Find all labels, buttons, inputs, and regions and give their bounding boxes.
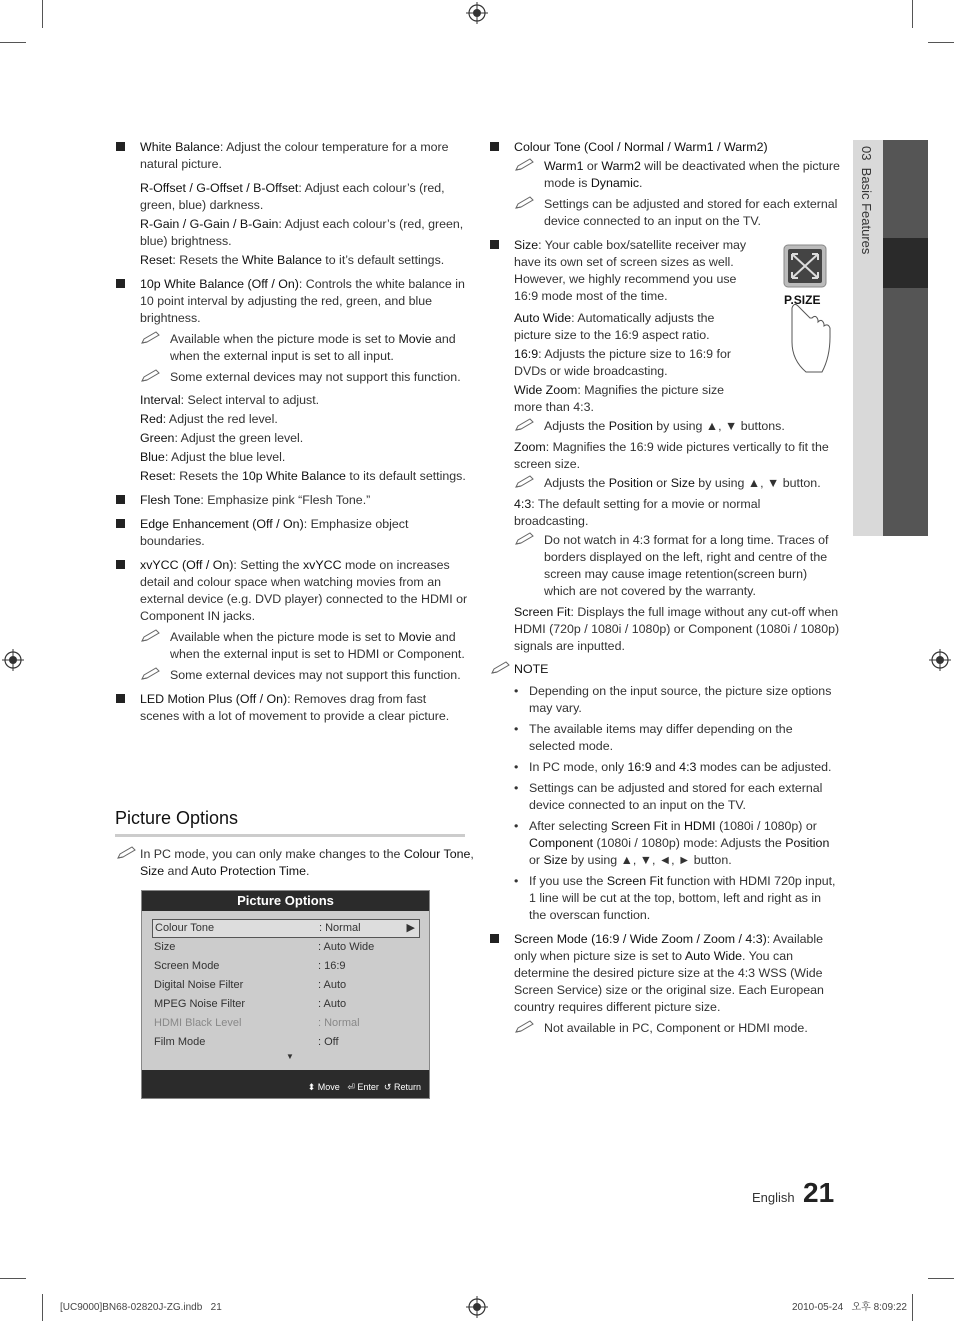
- sub-item: Green: Adjust the green level.: [140, 431, 304, 445]
- print-date: 2010-05-24 오후 8:09:22: [792, 1302, 907, 1313]
- sub-item: Zoom: Magnifies the 16:9 wide pictures vertically to fit the screen size.: [514, 440, 829, 471]
- list-item: LED Motion Plus (Off / On): Removes drag from fast scenes with a lot of movement to provide a clear picture.: [116, 691, 468, 725]
- section-title: Picture Options: [115, 808, 239, 828]
- menu-footer: ⬍ Move ⏎ Enter ↺ Return: [142, 1070, 429, 1098]
- sub-item: Auto Wide: Automatically adjusts the picture size to the 16:9 aspect ratio.: [514, 311, 715, 342]
- bullet-item: • The available items may differ depending on the selected mode.: [514, 722, 793, 753]
- psize-label: P.SIZE: [784, 293, 821, 307]
- list-item: Flesh Tone: Emphasize pink “Flesh Tone.”: [116, 492, 468, 509]
- note: Warm1 or Warm2 will be deactivated when the picture mode is Dynamic.: [490, 158, 840, 192]
- sub-item: Interval: Select interval to adjust.: [140, 393, 320, 407]
- menu-title: Picture Options: [142, 891, 429, 911]
- pencil-note-icon: [514, 475, 536, 489]
- pencil-note-icon: [514, 196, 536, 210]
- registration-mark-icon: [2, 649, 24, 671]
- pencil-note-icon: [140, 331, 162, 345]
- section-note: In PC mode, you can only make changes to the Colour Tone, Size and Auto Protection Time.: [116, 846, 490, 880]
- list-item: Edge Enhancement (Off / On): Emphasize object boundaries.: [116, 516, 468, 550]
- file-info: [UC9000]BN68-02820J-ZG.indb 21: [60, 1302, 222, 1313]
- list-item: Size: Your cable box/satellite receiver may have its own set of screen sizes as well. However, we highly recommend you use 16:9 mode most of the time.: [490, 237, 754, 305]
- arrow-right-icon: ▶: [406, 922, 415, 934]
- note: Available when the picture mode is set to Movie and when the external input is set to all input.: [116, 331, 468, 365]
- sub-item: 16:9: Adjusts the picture size to 16:9 for DVDs or wide broadcasting.: [514, 347, 731, 378]
- sub-item: Wide Zoom: Magnifies the picture size more than 4:3.: [514, 383, 725, 414]
- pencil-note-icon: [140, 369, 162, 383]
- pencil-note-icon: [514, 158, 536, 172]
- bullet-item: • After selecting Screen Fit in HDMI (1080i / 1080p) or Component (1080i / 1080p) mode: Adjusts the Position or Size by using ▲, ▼, ◄, ► button.: [514, 819, 830, 867]
- list-item: xvYCC (Off / On): Setting the xvYCC mode on increases detail and colour space when watching movies from an external device (e.g. DVD player) connected to the HDMI or Component IN jacks.: [116, 557, 468, 625]
- sub-item: 4:3: The default setting for a movie or normal broadcasting.: [514, 497, 761, 528]
- note: Available when the picture mode is set to Movie and when the external input is set to HDMI or Component.: [116, 629, 468, 663]
- sub-item: Blue: Adjust the blue level.: [140, 450, 286, 464]
- pencil-note-icon: [116, 846, 138, 865]
- bullet-item: • Settings can be adjusted and stored for each external device connected to an input on the TV.: [514, 781, 823, 812]
- sub-item: Reset: Resets the 10p White Balance to its default settings.: [140, 469, 466, 483]
- section-heading: [115, 810, 465, 837]
- remote-hand-icon: [778, 242, 838, 377]
- note: Settings can be adjusted and stored for each external device connected to an input on the TV.: [490, 196, 840, 230]
- sub-item: Reset: Resets the White Balance to it’s default settings.: [140, 253, 445, 267]
- bullet-item: • Depending on the input source, the picture size options may vary.: [514, 684, 832, 715]
- sub-item: R-Offset / G-Offset / B-Offset: Adjust each colour’s (red, green, blue) darkness.: [140, 181, 445, 212]
- list-item: 10p White Balance (Off / On): Controls the white balance in 10 point interval by adjusting the red, green, and blue brightness.: [116, 276, 468, 327]
- pencil-note-icon: [490, 661, 512, 680]
- menu-row-mpeg-noise-filter[interactable]: MPEG Noise Filter : Auto: [154, 998, 347, 1010]
- left-column: [116, 139, 468, 732]
- pencil-note-icon: [514, 418, 536, 432]
- crop-mark: [912, 1294, 913, 1321]
- menu-row-hdmi-black-level: HDMI Black Level : Normal: [154, 1017, 360, 1029]
- list-item: White Balance: Adjust the colour temperature for a more natural picture.: [116, 139, 468, 173]
- note-heading: NOTE: [490, 661, 840, 678]
- note: Adjusts the Position or Size by using ▲, ▼ button.: [490, 475, 840, 492]
- chapter-label: 03 Basic Features: [859, 146, 874, 255]
- note: Some external devices may not support this function.: [116, 369, 468, 386]
- crop-mark: [0, 1278, 26, 1279]
- psize-button-illustration: [778, 242, 838, 377]
- list-item: Colour Tone (Cool / Normal / Warm1 / Warm2): [490, 139, 840, 156]
- menu-row-screen-mode[interactable]: Screen Mode : 16:9: [154, 960, 346, 972]
- enter-icon: ⏎: [347, 1082, 355, 1092]
- crop-mark: [912, 0, 913, 28]
- move-icon: ⬍: [307, 1082, 316, 1092]
- chapter-side-tab: [853, 140, 928, 536]
- sub-item: R-Gain / G-Gain / B-Gain: Adjust each colour’s (red, green, blue) brightness.: [140, 217, 464, 248]
- scroll-down-icon[interactable]: ▼: [286, 1052, 294, 1061]
- return-icon: ↺: [383, 1082, 392, 1092]
- note: Not available in PC, Component or HDMI mode.: [490, 1020, 840, 1037]
- menu-row-colour-tone[interactable]: Colour Tone : Normal ▶: [152, 919, 420, 938]
- menu-row-digital-noise-filter[interactable]: Digital Noise Filter : Auto: [154, 979, 347, 991]
- bullet-item: • In PC mode, only 16:9 and 4:3 modes can be adjusted.: [514, 760, 832, 774]
- crop-mark: [928, 42, 954, 43]
- picture-options-menu: [141, 890, 430, 1099]
- pencil-note-icon: [140, 667, 162, 681]
- crop-mark: [42, 0, 43, 28]
- note: Do not watch in 4:3 format for a long time. Traces of borders displayed on the left, right and centre of the screen may cause image retention(screen burn) which are not covered by the warranty.: [490, 532, 840, 600]
- registration-mark-icon: [466, 2, 488, 24]
- pencil-note-icon: [514, 532, 536, 546]
- page-number: 21: [803, 1177, 835, 1208]
- sub-item: Screen Fit: Displays the full image without any cut-off when HDMI (720p / 1080i / 1080p) or Component (1080i / 1080p) signals are inputted.: [514, 605, 840, 653]
- registration-mark-icon: [466, 1296, 488, 1318]
- note: Some external devices may not support this function.: [116, 667, 468, 684]
- menu-row-size[interactable]: Size : Auto Wide: [154, 941, 375, 953]
- list-item: Screen Mode (16:9 / Wide Zoom / Zoom / 4:3): Available only when picture size is set to Auto Wide. You can determine the desired picture size at the 4:3 WSS (Wide Screen Service) size or the original size. Each European country requires different picture size.: [490, 931, 840, 1016]
- language-label: English: [752, 1190, 795, 1205]
- sub-item: Red: Adjust the red level.: [140, 412, 278, 426]
- crop-mark: [0, 42, 26, 43]
- pencil-note-icon: [514, 1020, 536, 1034]
- bullet-item: • If you use the Screen Fit function with HDMI 720p input, 1 line will be cut at the top, bottom, left and right as in the overscan function.: [514, 874, 836, 922]
- crop-mark: [928, 1278, 954, 1279]
- menu-row-film-mode[interactable]: Film Mode : Off: [154, 1036, 339, 1048]
- registration-mark-icon: [929, 649, 951, 671]
- pencil-note-icon: [140, 629, 162, 643]
- crop-mark: [42, 1294, 43, 1321]
- note: Adjusts the Position by using ▲, ▼ buttons.: [490, 418, 840, 435]
